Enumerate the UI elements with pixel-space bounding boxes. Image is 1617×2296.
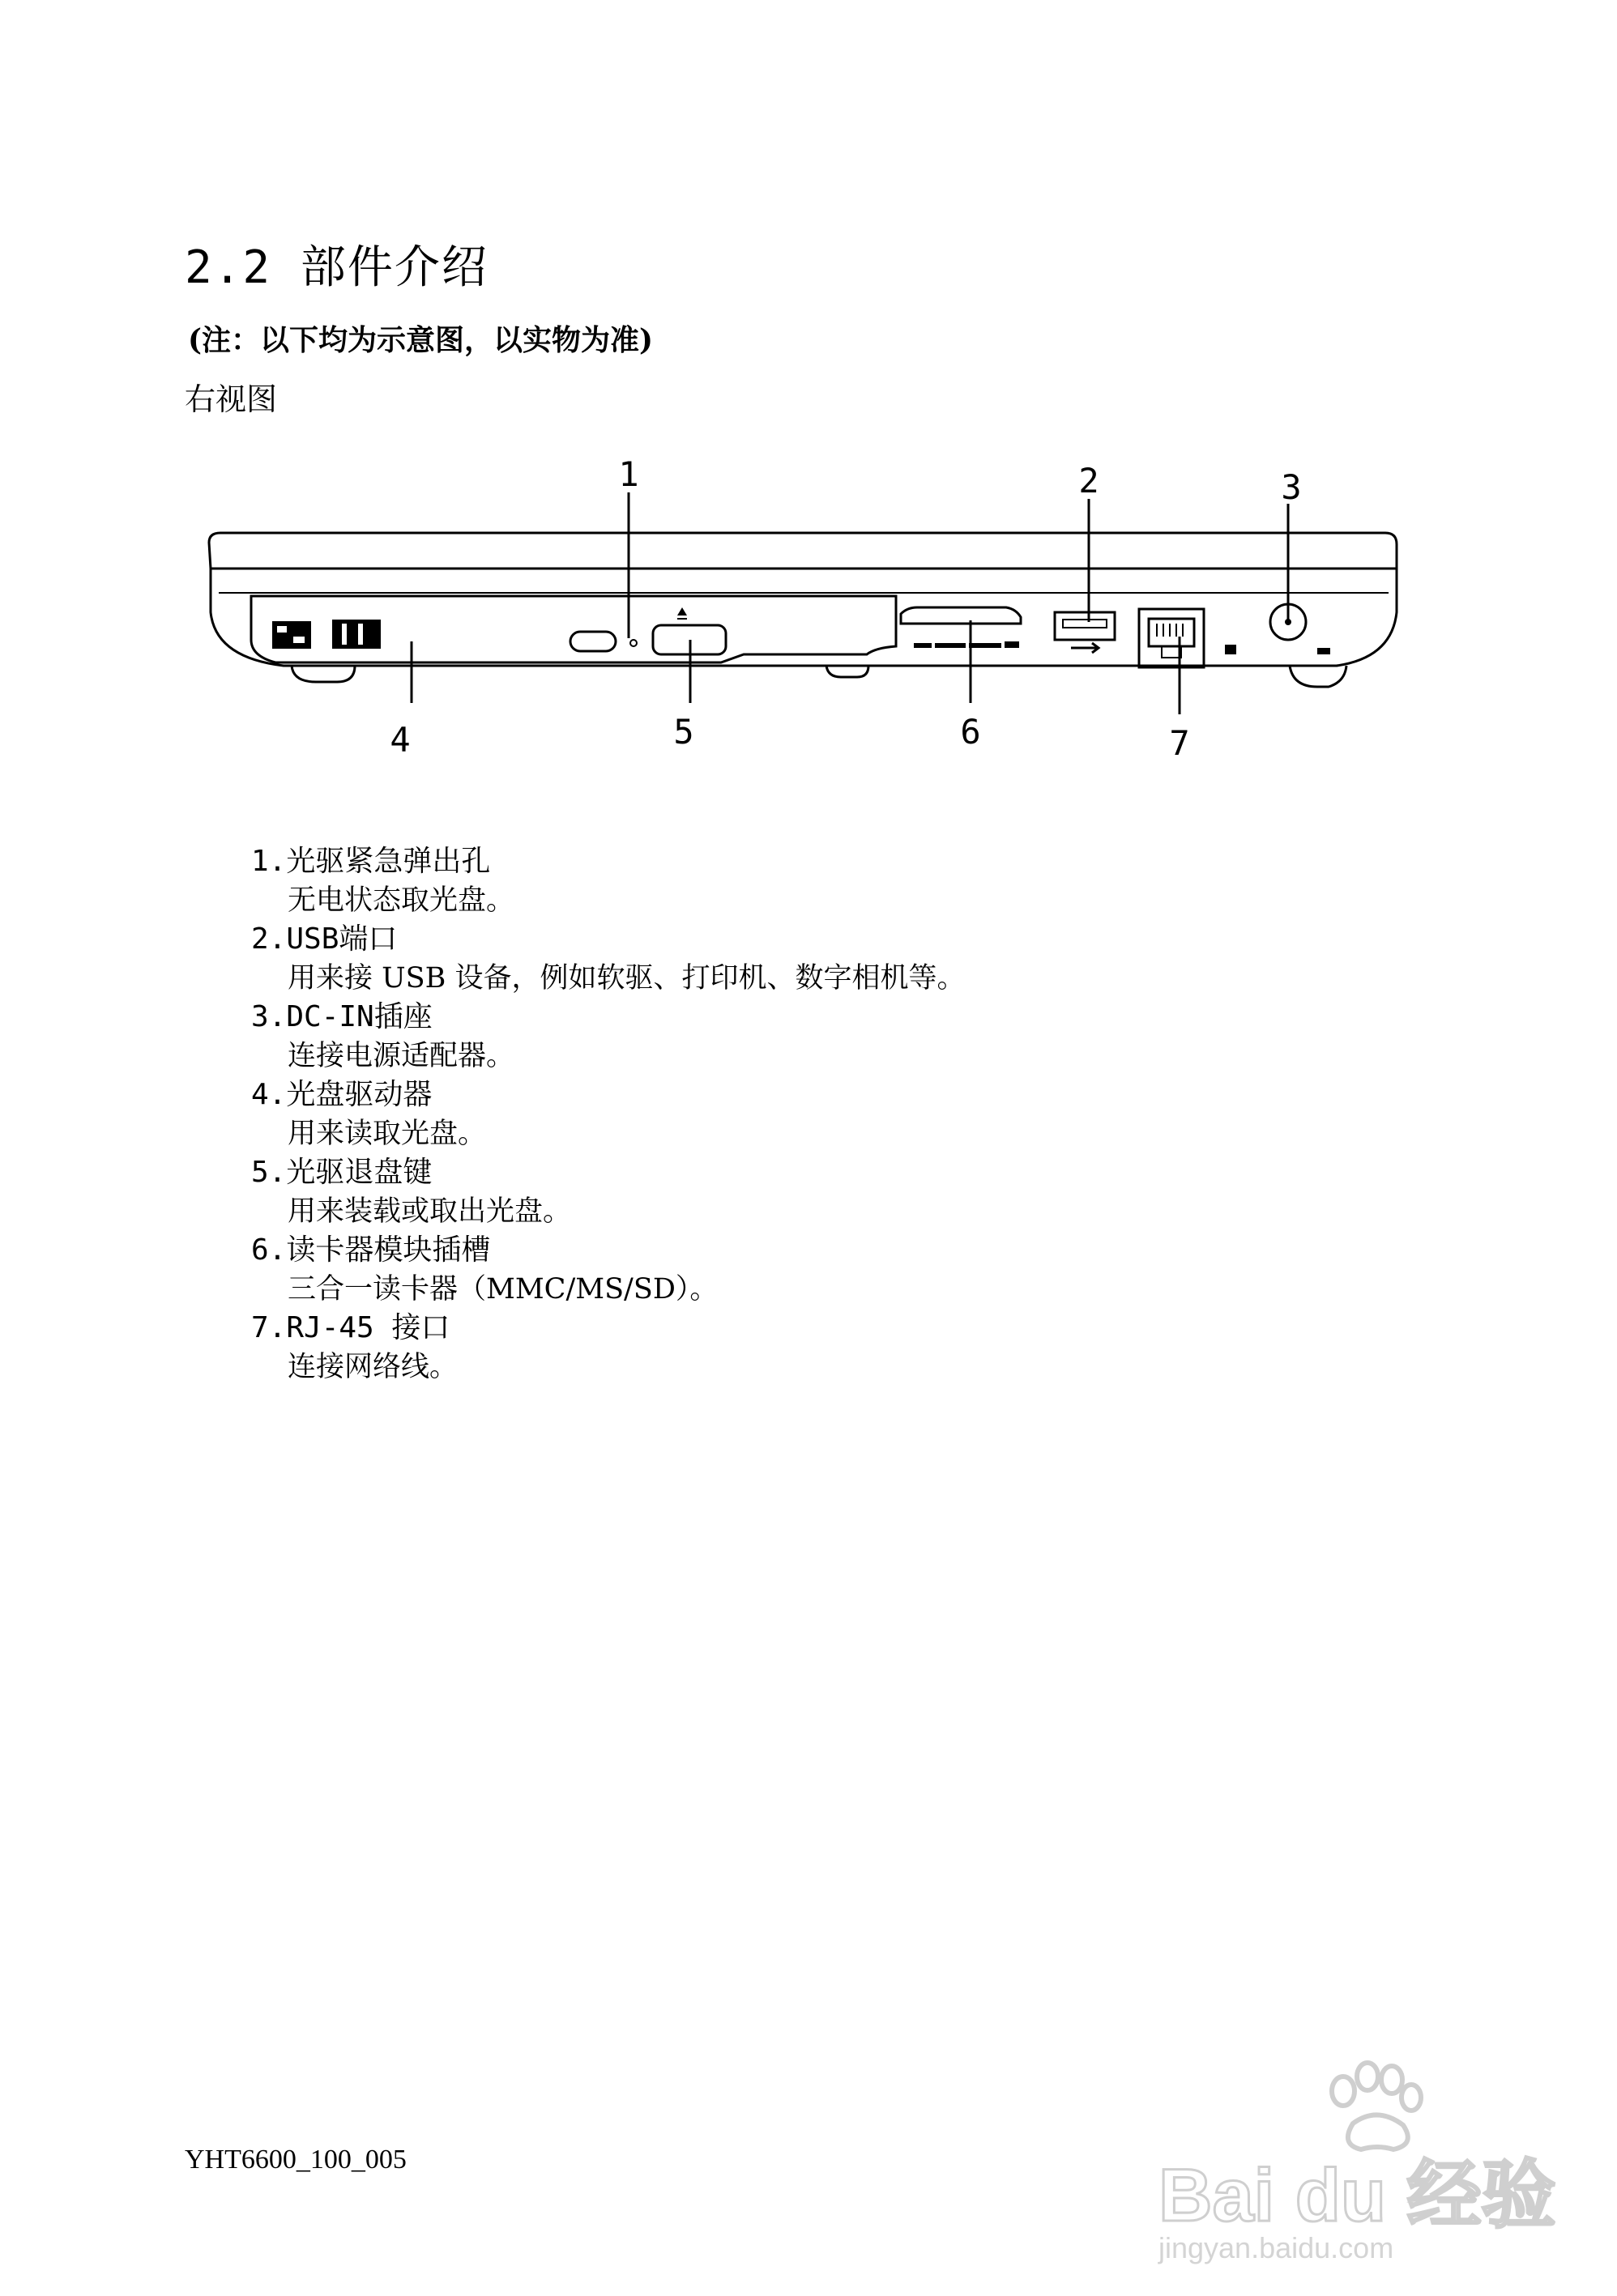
item-title: 3.DC-IN插座 (251, 1000, 433, 1033)
document-code: YHT6600_100_005 (185, 2145, 407, 2175)
item-description: 连接网络线。 (288, 1351, 459, 1383)
callout-4: 4 (390, 720, 411, 760)
disclaimer-note: (注：以下均为示意图，以实物为准) (188, 323, 654, 357)
list-item (251, 1231, 1466, 1309)
item-description: 用来接 USB 设备，例如软驱、打印机、数字相机等。 (288, 962, 966, 995)
section-heading: 2.2 部件介绍 (185, 241, 489, 294)
item-description: 用来装载或取出光盘。 (288, 1195, 572, 1228)
callout-3: 3 (1281, 467, 1302, 507)
list-item (251, 998, 1466, 1076)
callout-5: 5 (673, 712, 694, 752)
list-item (251, 842, 1466, 920)
list-item (251, 1153, 1466, 1231)
baidu-jingyan-watermark (1150, 2049, 1572, 2268)
list-item (251, 920, 1466, 998)
item-title: 5.光驱退盘键 (251, 1156, 433, 1189)
item-title: 6.读卡器模块插槽 (251, 1233, 491, 1267)
component-list (251, 842, 1466, 1387)
item-title: 4.光盘驱动器 (251, 1078, 433, 1111)
item-description: 连接电源适配器。 (288, 1040, 515, 1072)
watermark-brand: Bai du 经验 (1158, 2154, 1556, 2237)
callout-2: 2 (1078, 461, 1099, 501)
view-subheading: 右视图 (185, 381, 278, 417)
item-title: 2.USB端口 (251, 922, 398, 956)
item-title: 7.RJ-45 接口 (251, 1311, 450, 1344)
list-item (251, 1309, 1466, 1387)
item-description: 用来读取光盘。 (288, 1118, 487, 1150)
laptop-right-view-diagram (186, 454, 1418, 777)
callout-1: 1 (618, 454, 639, 494)
item-description: 三合一读卡器（MMC/MS/SD）。 (288, 1273, 719, 1306)
watermark-url: jingyan.baidu.com (1158, 2231, 1394, 2264)
item-title: 1.光驱紧急弹出孔 (251, 845, 491, 878)
callout-6: 6 (960, 712, 981, 752)
item-description: 无电状态取光盘。 (288, 884, 515, 917)
list-item (251, 1076, 1466, 1153)
callout-7: 7 (1169, 723, 1190, 763)
